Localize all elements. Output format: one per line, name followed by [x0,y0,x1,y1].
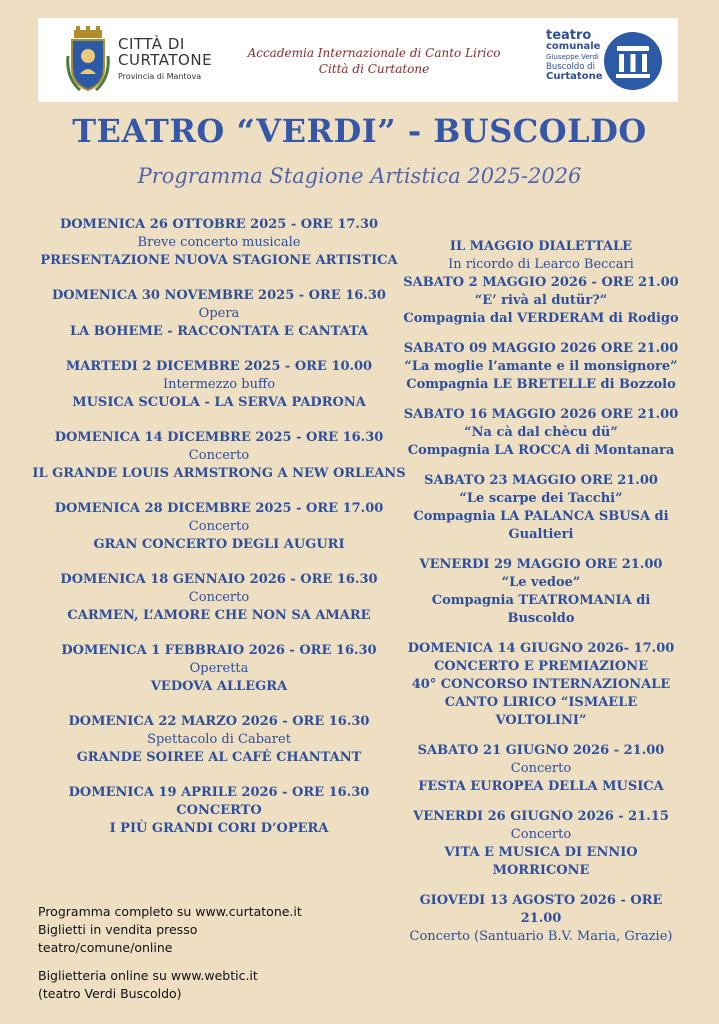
event-show: VEDOVA ALLEGRA [150,679,288,694]
event-title: “E’ rivà al dutür?” [474,293,608,308]
event-genre: Concerto (Santuario B.V. Maria, Grazie) [409,929,673,944]
event-company: Compagnia LA PALANCA SBUSA di Gualtieri [413,509,669,542]
event-genre: Concerto [510,761,572,776]
event-line: CONCERTO E PREMIAZIONE [433,659,649,674]
event-genre: Concerto [188,448,250,463]
event-date: DOMENICA 14 DICEMBRE 2025 - ORE 16.30 [54,430,384,445]
event-company: Compagnia LA ROCCA di Montanara [407,443,675,458]
event-company: Compagnia LE BRETELLE di Bozzolo [406,377,676,392]
event-entry [30,642,408,696]
event-entry [398,742,684,796]
event-date: VENERDI 29 MAGGIO ORE 21.00 [419,557,663,572]
event-entry [398,892,684,946]
event-date: SABATO 2 MAGGIO 2026 - ORE 21.00 [403,275,679,290]
info-line: Programma completo su www.curtatone.it [38,904,302,919]
academy-line2: Città di Curtatone [318,62,430,76]
header-banner [38,18,678,102]
event-date: DOMENICA 30 NOVEMBRE 2025 - ORE 16.30 [52,288,386,303]
section-note: In ricordo di Learco Beccari [448,257,634,272]
ticket-info [38,903,358,1003]
event-entry [30,784,408,838]
event-show: PRESENTAZIONE NUOVA STAGIONE ARTISTICA [40,253,398,268]
event-show: CARMEN, L’AMORE CHE NON SA AMARE [67,608,371,623]
event-date: SABATO 21 GIUGNO 2026 - 21.00 [417,743,665,758]
event-entry [398,406,684,460]
logo-line3: Giuseppe Verdi [546,53,599,61]
event-date: MARTEDI 2 DICEMBRE 2025 - ORE 10.00 [65,359,373,374]
event-date: SABATO 09 MAGGIO 2026 ORE 21.00 [403,341,679,356]
province-label: Provincia di Mantova [118,72,202,81]
event-title: “La moglie l’amante e il monsignore” [404,359,678,374]
event-entry [398,274,684,328]
event-genre: Spettacolo di Cabaret [147,732,291,747]
left-program-column [30,216,408,855]
event-show: FESTA EUROPEA DELLA MUSICA [418,779,664,794]
event-entry [30,713,408,767]
event-genre: Concerto [188,519,250,534]
event-company: Compagnia TEATROMANIA di Buscoldo [431,593,651,626]
teatro-comunale-logo [546,30,668,94]
event-date: DOMENICA 26 OTTOBRE 2025 - ORE 17.30 [59,217,379,232]
page-title: TEATRO “VERDI” - BUSCOLDO [72,112,647,150]
city-name-block [118,36,212,81]
event-date: GIOVEDI 13 AGOSTO 2026 - ORE 21.00 [419,893,663,926]
theatre-building-icon [604,32,662,90]
city-crest-logo [66,26,110,96]
event-show: LA BOHEME - RACCONTATA E CANTATA [69,324,369,339]
event-entry [30,429,408,483]
event-show: GRANDE SOIREE AL CAFÉ CHANTANT [76,750,362,765]
event-line: 40° CONCORSO INTERNAZIONALE [411,677,671,692]
event-line: CANTO LIRICO “ISMAELE VOLTOLINI” [444,695,638,728]
event-show: MUSICA SCUOLA - LA SERVA PADRONA [72,395,366,410]
event-entry [398,556,684,628]
event-date: DOMENICA 22 MARZO 2026 - ORE 16.30 [68,714,370,729]
logo-text [546,30,602,82]
event-date: DOMENICA 28 DICEMBRE 2025 - ORE 17.00 [54,501,384,516]
event-genre: Opera [198,306,240,321]
academy-name [243,45,505,77]
event-title: “Na cà dal chècu dü” [464,425,618,440]
logo-line5: Curtatone [546,71,603,82]
info-line: Biglietteria online su www.webtic.it [38,968,258,983]
event-genre: Operetta [189,661,249,676]
event-entry [30,358,408,412]
event-date: SABATO 23 MAGGIO ORE 21.00 [424,473,658,488]
event-company: Compagnia dal VERDERAM di Rodigo [403,311,679,326]
info-line: Biglietti in vendita presso [38,922,198,937]
event-show: VITA E MUSICA DI ENNIO MORRICONE [444,845,638,878]
event-date: DOMENICA 1 FEBBRAIO 2026 - ORE 16.30 [61,643,377,658]
event-genre: CONCERTO [176,803,262,818]
city-line2: CURTATONE [118,51,213,69]
page-subtitle: Programma Stagione Artistica 2025-2026 [137,164,582,188]
event-entry [398,472,684,544]
event-entry [30,216,408,270]
event-genre: Intermezzo buffo [162,377,276,392]
event-show: GRAN CONCERTO DEGLI AUGURI [93,537,345,552]
event-entry [30,571,408,625]
event-date: DOMENICA 18 GENNAIO 2026 - ORE 16.30 [60,572,378,587]
event-show: IL GRANDE LOUIS ARMSTRONG A NEW ORLEANS [32,466,406,481]
event-date: DOMENICA 14 GIUGNO 2026- 17.00 [407,641,675,656]
event-genre: Concerto [510,827,572,842]
event-entry [398,808,684,880]
right-program-column [398,238,684,958]
event-title: “Le scarpe dei Tacchi” [459,491,623,506]
section-heading: IL MAGGIO DIALETTALE [449,239,633,254]
event-entry [30,500,408,554]
event-title: “Le vedoe” [501,575,581,590]
logo-line1: teatro [546,28,592,43]
event-genre: Breve concerto musicale [137,235,301,250]
event-entry [30,287,408,341]
special-event-entry [398,640,684,730]
logo-line4: Buscoldo di [546,62,595,72]
event-date: VENERDI 26 GIUGNO 2026 - 21.15 [413,809,669,824]
event-entry [398,340,684,394]
info-line: teatro/comune/online [38,940,173,955]
city-line1: CITTÀ DI [118,35,185,53]
info-line: (teatro Verdi Buscoldo) [38,986,182,1001]
event-date: SABATO 16 MAGGIO 2026 ORE 21.00 [403,407,679,422]
academy-line1: Accademia Internazionale di Canto Lirico [247,46,501,60]
logo-line2: comunale [546,41,601,52]
event-date: DOMENICA 19 APRILE 2026 - ORE 16.30 [68,785,370,800]
event-genre: Concerto [188,590,250,605]
event-show: I PIÙ GRANDI CORI D’OPERA [109,821,329,836]
